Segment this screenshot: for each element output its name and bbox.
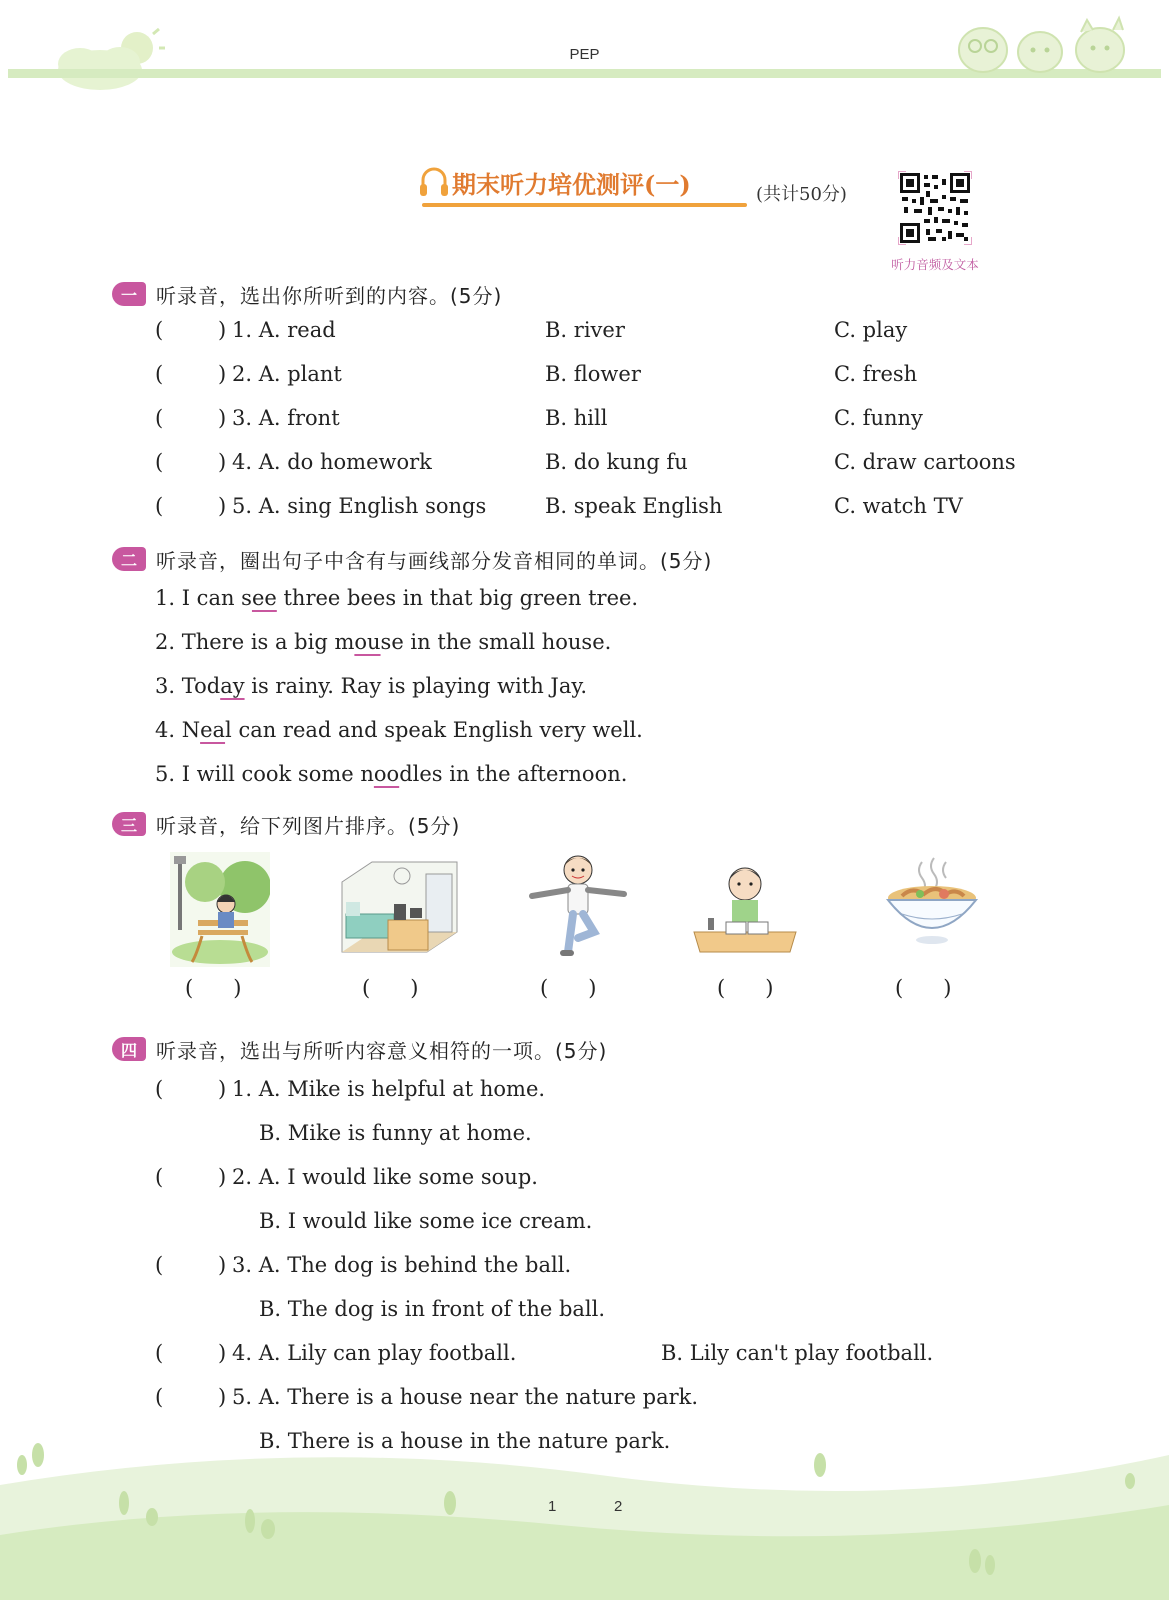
option-b: B. hill: [545, 406, 608, 430]
qr-caption: 听力音频及文本: [891, 257, 979, 272]
list-item: ( ) 5. A. There is a house near the nature park.: [155, 1385, 699, 1409]
option-a: 3. A. The dog is behind the ball.: [232, 1253, 572, 1277]
list-item: ( ) 2. A. I would like some soup.: [155, 1165, 538, 1189]
list-item: ( ) 1. A. Mike is helpful at home.: [155, 1077, 546, 1101]
total-score: (共计50分): [756, 184, 847, 205]
option-b: B. do kung fu: [545, 450, 688, 474]
section-4-instruction: 听录音，选出与所听内容意义相符的一项。(5分): [156, 1038, 608, 1063]
option-c: C. play: [834, 318, 908, 342]
landscape-footer-decoration: [0, 1425, 1169, 1600]
option-a: 5. A. sing English songs: [232, 494, 487, 518]
animal-friends-decoration: [955, 14, 1135, 74]
sentence-5: 5. I will cook some noodles in the afternoon.: [155, 762, 628, 786]
section-1-badge: 一: [112, 282, 146, 306]
page-title-box: [452, 165, 691, 205]
list-item: ( ) 4. A. do homework B. do kung fu C. draw cartoons: [155, 450, 1016, 474]
option-b: B. flower: [545, 362, 641, 386]
qr-code-icon[interactable]: [898, 171, 972, 245]
sentence-4: 4. Neal can read and speak English very well.: [155, 718, 643, 742]
boy-doing-homework-icon: [690, 852, 800, 967]
series-label: PEP: [569, 46, 600, 63]
option-a: 1. A. read: [232, 318, 336, 342]
option-a: 4. A. do homework: [232, 450, 432, 474]
underlined-sound: ou: [354, 630, 381, 654]
picture-answer-2[interactable]: ( ): [362, 976, 419, 1000]
boy-on-bench-in-park-icon: [170, 852, 270, 967]
sentence-3: 3. Today is rainy. Ray is playing with Jay.: [155, 674, 588, 698]
picture-answer-3[interactable]: ( ): [540, 976, 597, 1000]
section-2-instruction: 听录音，圈出句子中含有与画线部分发音相同的单词。(5分): [156, 548, 713, 573]
option-a: 2. A. I would like some soup.: [232, 1165, 538, 1189]
page-number-left: 1: [548, 1498, 557, 1515]
section-1-instruction: 听录音，选出你所听到的内容。(5分): [156, 283, 503, 308]
list-item: ( ) 3. A. The dog is behind the ball.: [155, 1253, 572, 1277]
list-item: ( ) 3. A. front B. hill C. funny: [155, 406, 923, 430]
section-3-instruction: 听录音，给下列图片排序。(5分): [156, 813, 461, 838]
headphones-icon: [418, 164, 450, 200]
section-3-badge: 三: [112, 812, 146, 836]
section-2-badge: 二: [112, 547, 146, 571]
title-underline: [422, 203, 747, 207]
picture-answer-4[interactable]: ( ): [717, 976, 774, 1000]
option-c: C. fresh: [834, 362, 918, 386]
option-a: 3. A. front: [232, 406, 340, 430]
list-item: ( ) 2. A. plant B. flower C. fresh: [155, 362, 918, 386]
underlined-sound: ee: [251, 586, 277, 610]
section-2-heading: [112, 546, 712, 572]
boy-doing-kung-fu-icon: [528, 852, 628, 967]
option-b: B. river: [545, 318, 625, 342]
page-title: 期末听力培优测评(一): [452, 170, 691, 199]
option-a: 5. A. There is a house near the nature park.: [232, 1385, 699, 1409]
sentence-2: 2. There is a big mouse in the small house.: [155, 630, 612, 654]
picture-answer-5[interactable]: ( ): [895, 976, 952, 1000]
option-a: 2. A. plant: [232, 362, 342, 386]
underlined-sound: ay: [220, 674, 245, 698]
list-item: ( ) 4. A. Lily can play football. B. Lily can't play football.: [155, 1341, 934, 1365]
list-item: ( ) 5. A. sing English songs B. speak English C. watch TV: [155, 494, 963, 518]
section-3-heading: [112, 811, 460, 837]
option-b: B. The dog is in front of the ball.: [259, 1297, 606, 1321]
list-item: ( ) 1. A. read B. river C. play: [155, 318, 908, 342]
bedroom-icon: [332, 852, 462, 967]
section-4-badge: 四: [112, 1037, 146, 1061]
option-b: B. Mike is funny at home.: [259, 1121, 532, 1145]
sentence-1: 1. I can see three bees in that big green tree.: [155, 586, 639, 610]
picture-answer-1[interactable]: ( ): [185, 976, 242, 1000]
bowl-of-noodles-icon: [882, 852, 982, 967]
underlined-sound: oo: [373, 762, 400, 786]
underlined-sound: ea: [200, 718, 226, 742]
section-1-heading: [112, 281, 502, 307]
option-a: 4. A. Lily can play football.: [232, 1341, 517, 1365]
section-4-heading: [112, 1036, 607, 1062]
option-a: 1. A. Mike is helpful at home.: [232, 1077, 546, 1101]
option-c: C. draw cartoons: [834, 450, 1016, 474]
option-c: C. funny: [834, 406, 923, 430]
page-number-right: 2: [614, 1498, 623, 1515]
option-b: B. speak English: [545, 494, 723, 518]
option-b: B. I would like some ice cream.: [259, 1209, 593, 1233]
option-b: B. There is a house in the nature park.: [259, 1429, 671, 1453]
option-c: C. watch TV: [834, 494, 963, 518]
option-b: B. Lily can't play football.: [661, 1341, 934, 1365]
